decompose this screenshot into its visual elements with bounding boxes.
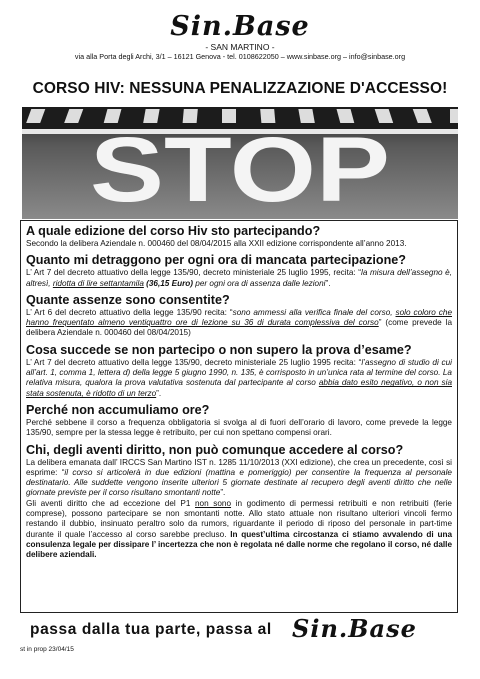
header-subtitle: - SAN MARTINO - <box>205 42 275 52</box>
header-address: via alla Porta degli Archi, 3/1 – 16121 Genova - tel. 0108622050 – www.sinbase.org – info@sinbase.org <box>74 52 406 61</box>
answer-3: L’ Art 6 del decreto attuativo della legge 135/90 recita: “sono ammessi alla verifica finale del corso, solo coloro che hanno frequentato almeno ventiquattro ore di lezione su 36 di durata complessiva del corso” (come prevede la delibera Aziendale n. 000460 del 08/04/2015) <box>26 307 453 338</box>
print-stamp: st in prop 23/04/15 <box>20 646 74 653</box>
question-1: A quale edizione del corso Hiv sto partecipando? <box>26 224 321 238</box>
footer-slogan: passa dalla tua parte, passa al <box>30 621 272 638</box>
sinbase-logo: Sin.Base <box>170 11 310 42</box>
question-5: Perché non accumuliamo ore? <box>26 402 210 417</box>
stop-photo-image <box>22 107 458 219</box>
question-3: Quante assenze sono consentite? <box>26 292 230 307</box>
headline: CORSO HIV: NESSUNA PENALIZZAZIONE D'ACCESSO! <box>32 80 448 97</box>
footer-sinbase-logo: Sin.Base <box>292 614 417 643</box>
answer-1: Secondo la delibera Aziendale n. 000460 del 08/04/2015 alla XXII edizione corrispondente all’anno 2013. <box>26 239 407 248</box>
stop-road-marking: STOP <box>90 119 390 219</box>
answer-2: L’ Art 7 del decreto attuativo della legge 135/90, decreto ministeriale 25 luglio 1995, recita: “la misura dell’assegno è, altresì, ridotta di lire settantamila (36,15 Euro) per ogni ora di assenza dalle lezioni”. <box>26 268 452 288</box>
stop-road-photo <box>22 107 458 219</box>
answer-4: L’ Art 7 del decreto attuativo della legge 135/90, decreto ministeriale 25 luglio 1995 recita: “l’assegno di studio di cui all’art. 1, comma 1, lettera d) della legge 5 giugno 1990, n. 135, è corrisposto in un’unica rata al termine del corso. La relativa misura, qualora la prova valutativa sostenuta dal partecipante al corso abbia dato esito negativo, o non sia stata sostenuta, è ridotto di un terzo”. <box>26 357 452 398</box>
faq-box <box>20 220 458 613</box>
answer-5: Perché sebbene il corso a frequenza obbligatoria si svolga al di fuori dell’orario di lavoro, come prevede la legge 135/90, sempre per la stessa legge è retribuito, per cui non spettano compensi orari. <box>26 417 452 438</box>
header <box>0 12 480 62</box>
question-4: Cosa succede se non partecipo o non supero la prova d’esame? <box>26 342 412 357</box>
answer-6: La delibera emanata dall’ IRCCS San Martino IST n. 1285 11/10/2013 (XXI edizione), che crea un precedente, così si esprime: “il corso si articolerà in due edizioni (mattina e pomeriggio) per consentire la frequenza al personale destinatario. Alle suddette vengono inserite ulteriori 5 giornate destinate al recupero degli aventi diritto che nelle giornate previste per il corso risultano smontanti notte”. <box>26 457 452 498</box>
answer-6-continued: Gli aventi diritto che ad eccezione del P1 non sono in godimento di permessi retribuiti e non retribuiti (ferie comprese), possono partecipare se non smontanti notte. Allo stato attuale non risultano ulteriori vincoli fermo restando il dubbio, insinuato peraltro solo da rumors, riguardante il periodo di riposo del personale in part-time durante il quale l’accesso al corso sarebbe precluso. In quest’ultima circostanza ci stiamo avvalendo di una consulenza legale per dissipare l’ incertezza che non è regolata né dalle norme che regolano il corso, né dalle delibere aziendali. <box>26 498 452 560</box>
question-6: Chi, degli aventi diritto, non può comunque accedere al corso? <box>26 442 404 457</box>
question-2: Quanto mi detraggono per ogni ora di mancata partecipazione? <box>26 253 406 268</box>
